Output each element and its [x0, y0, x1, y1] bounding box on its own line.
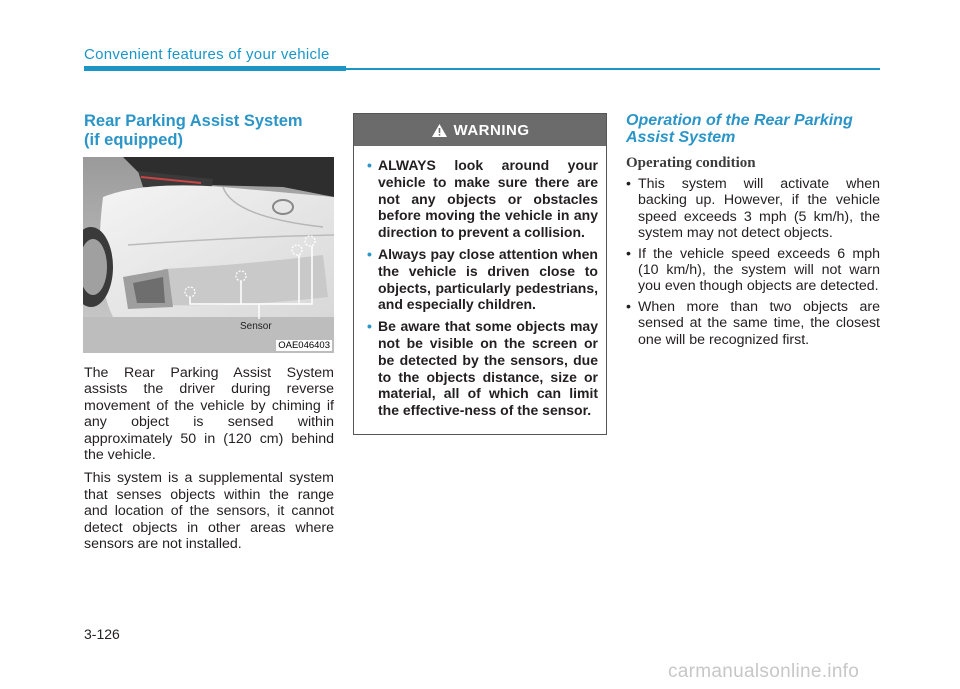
heading-line-1: Rear Parking Assist System [84, 112, 303, 130]
left-heading [84, 112, 334, 150]
header-rule-thin [346, 68, 880, 70]
list-item: • When more than two objects are sensed at the same time, the closest one will be recognized first. [626, 298, 880, 348]
warning-box [353, 113, 607, 435]
sensor-label: Sensor [240, 321, 272, 332]
figure-code: OAE046403 [278, 340, 330, 351]
list-item: • If the vehicle speed exceeds 6 mph (10 km/h), the system will not warn you even though objects are detected. [626, 245, 880, 295]
warning-item: • Always pay close attention when the vehicle is driven close to objects, particularly pedestrians, and especially children. [367, 245, 598, 313]
section-title: Convenient features of your vehicle [84, 46, 330, 63]
paragraph-2: This system is a supplemental system that senses objects within the range and location of the sensors, it cannot detect objects in other areas where sensors are not installed. [84, 470, 334, 553]
warning-list [354, 157, 606, 419]
warning-header [354, 114, 606, 146]
operating-condition-list [626, 176, 880, 348]
warning-item: • Be aware that some objects may not be visible on the screen or be detected by the sensors, due to the objects distance, size or material, all of which can limit the effective-ness of the sensor. [367, 318, 598, 419]
rear-bumper-illustration [83, 157, 334, 353]
left-body [84, 365, 334, 552]
operating-condition-subheading: Operating condition [626, 155, 756, 171]
page-number: 3-126 [84, 626, 120, 642]
list-item: • This system will activate when backing up. However, if the vehicle speed exceeds 3 mph (5 km/h), the system may not detect objects. [626, 176, 880, 242]
right-column [626, 112, 880, 352]
rear-bumper-figure [83, 157, 334, 353]
warning-triangle-icon [431, 123, 448, 138]
warning-item: • ALWAYS look around your vehicle to make sure there are not any objects or obstacles before moving the vehicle in any direction to prevent a collision. [367, 157, 598, 241]
operation-heading-line-1: Operation of the Rear Parking [626, 112, 853, 129]
paragraph-1: The Rear Parking Assist System assists the driver during reverse movement of the vehicle by chiming if any object is sensed within approximately 50 in (120 cm) behind the vehicle. [84, 365, 334, 464]
watermark: carmanualsonline.info [668, 661, 860, 682]
warning-title: WARNING [453, 121, 530, 139]
heading-line-2: (if equipped) [84, 131, 183, 149]
operation-heading-line-2: Assist System [626, 129, 736, 146]
header-rule-thick [84, 66, 346, 71]
